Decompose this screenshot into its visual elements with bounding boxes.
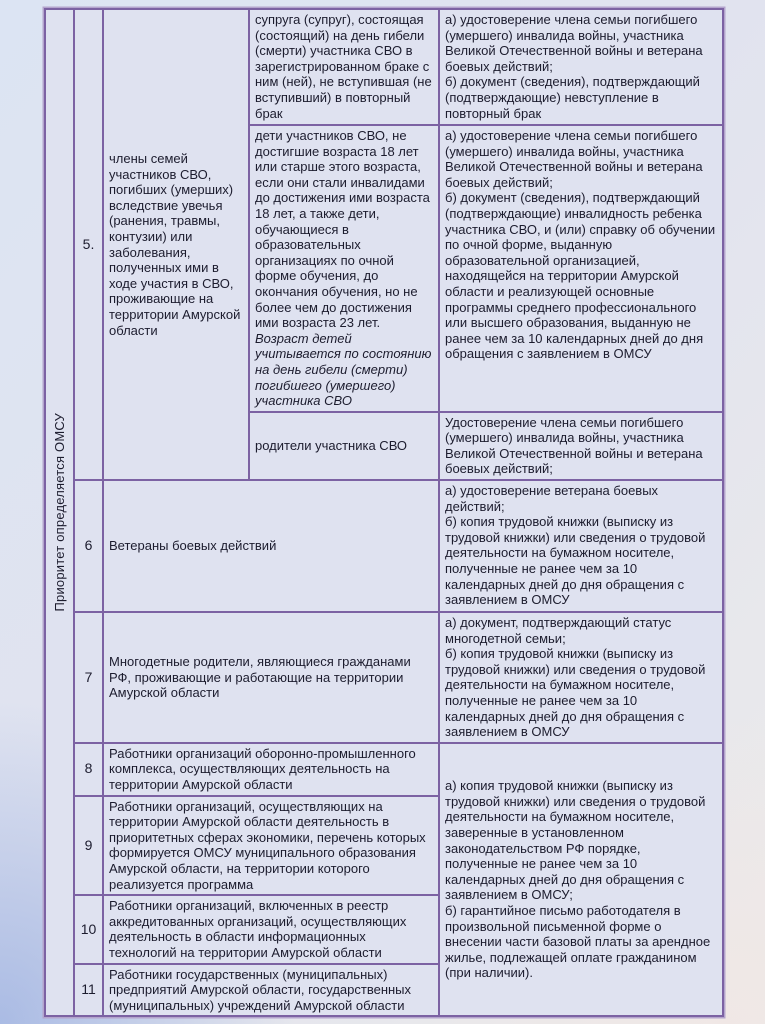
category-row-9: Работники организаций, осуществляющих на территории Амурской области деятельность в приоритетных сферах экономики, перечень которых формируется ОМСУ муниципального образования Амурской области, на территории которого реализуется программа (103, 796, 439, 896)
category-row-10: Работники организаций, включенных в реестр аккредитованных организаций, осуществляющих деятельность в области информационных технологий на территории Амурской области (103, 895, 439, 963)
doc-paragraph: б) гарантийное письмо работодателя в произвольной письменной форме о внесении части базовой платы за арендное жилье, подлежащей оплате гражданином (при наличии). (445, 902, 711, 981)
documents-multichild (439, 612, 723, 743)
priority-table (44, 8, 724, 1017)
doc-paragraph: а) удостоверение члена семьи погибшего (умершего) инвалида войны, участника Великой Отечественной войны и ветерана боевых действий; (445, 128, 703, 190)
doc-paragraph: а) удостоверение члена семьи погибшего (умершего) инвалида войны, участника Великой Отечественной войны и ветерана боевых действий; (445, 12, 703, 74)
row-number-6: 6 (74, 480, 103, 612)
documents-spouse (439, 9, 723, 125)
doc-paragraph: а) копия трудовой книжки (выписку из трудовой книжки) или сведения о трудовой деятельности на бумажном носителе, заверенные в установленном законодательством РФ порядке, полученные не ранее чем за 10 календарных дней до дня обращения с заявлением в ОМСУ; (445, 778, 706, 903)
category-row-7: Многодетные родители, являющиеся гражданами РФ, проживающие и работающие на территории Амурской области (103, 612, 439, 743)
doc-paragraph: б) документ (сведения), подтверждающий (подтверждающие) невступление в повторный брак (445, 74, 700, 121)
category-row-8: Работники организаций оборонно-промышленного комплекса, осуществляющих деятельность на территории Амурской области (103, 743, 439, 796)
doc-paragraph: б) копия трудовой книжки (выписку из трудовой книжки) или сведения о трудовой деятельности на бумажном носителе, полученные не ранее чем за 10 календарных дней до дня обращения с заявлением в ОМСУ (445, 646, 706, 740)
subcategory-children-note: Возраст детей учитывается по состоянию на день гибели (смерти) погибшего (умершего) участника СВО (255, 330, 432, 409)
row-number-11: 11 (74, 964, 103, 1017)
category-row-5: члены семей участников СВО, погибших (умерших) вследствие увечья (ранения, травмы, контузии) или заболевания, полученных ими в ходе участия в СВО, проживающие на территории Амурской области (103, 9, 249, 480)
row-number-9: 9 (74, 796, 103, 896)
subcategory-spouse: супруга (супруг), состоящая (состоящий) на день гибели (смерти) участника СВО в зарегистрированном браке с ним (ней), не вступившая (не вступивший) в повторный брак (249, 9, 439, 125)
subcategory-children (249, 125, 439, 412)
doc-paragraph: б) копия трудовой книжки (выписку из трудовой книжки) или сведения о трудовой деятельности на бумажном носителе, полученные не ранее чем за 10 календарных дней до дня обращения с заявлением в ОМСУ (445, 514, 706, 608)
subcategory-children-text: дети участников СВО, не достигшие возраста 18 лет или старше этого возраста, если они стали инвалидами до достижения ими возраста 18 лет, а также дети, обучающиеся в образовательных организациях по очной форме обучения, до окончания обучения, но не более чем до достижения ими возраста 23 лет. (255, 128, 430, 331)
documents-workers (439, 743, 723, 1017)
doc-paragraph: а) документ, подтверждающий статус многодетной семьи; (445, 615, 672, 646)
category-row-11: Работники государственных (муниципальных) предприятий Амурской области, государственных (муниципальных) учреждений Амурской области (103, 964, 439, 1017)
row-number-10: 10 (74, 895, 103, 963)
row-number-8: 8 (74, 743, 103, 796)
documents-parents (439, 412, 723, 480)
documents-veterans (439, 480, 723, 612)
row-number-5: 5. (74, 9, 103, 480)
priority-axis-label: Приоритет определяется ОМСУ (51, 413, 67, 612)
documents-children (439, 125, 723, 412)
category-row-6: Ветераны боевых действий (103, 480, 439, 612)
doc-paragraph: а) удостоверение ветерана боевых действий; (445, 483, 659, 514)
doc-paragraph: б) документ (сведения), подтверждающий (подтверждающие) инвалидность ребенка участника СВО, и (или) справку об обучении по очной форме, выданную образовательной организацией, находящейся на территории Амурской области и реализующей основные программы среднего профессионального или высшего образования, выданную не ранее чем за 10 календарных дней до дня обращения с заявлением в ОМСУ (445, 190, 716, 362)
priority-axis-cell (45, 9, 74, 1016)
subcategory-parents: родители участника СВО (249, 412, 439, 480)
row-number-7: 7 (74, 612, 103, 743)
doc-paragraph: Удостоверение члена семьи погибшего (умершего) инвалида войны, участника Великой Отечественной войны и ветерана боевых действий; (445, 414, 703, 477)
